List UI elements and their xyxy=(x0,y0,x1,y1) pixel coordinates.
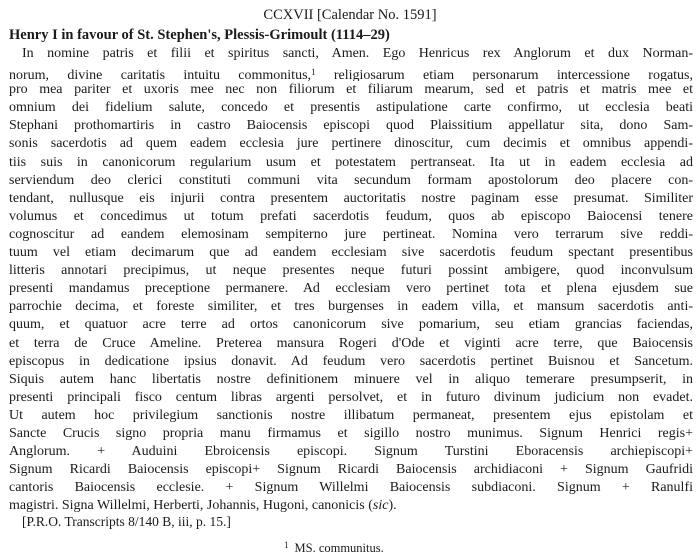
text-line: serviendum deo clerici constituti communi vita secundum formam apostolorum deo placere con- xyxy=(9,172,693,188)
text-line: episcopus in dedicatione ipsius donavit. Ad feudum vero sacerdotis pertinet Buisnou et Sancetum. xyxy=(9,353,693,369)
text-line: Siquis autem hanc libertatis nostre definitionem minuere vel in aliquo temerare presumpserit, in xyxy=(9,371,693,387)
text-line: tendant, nullusque eis injurii contra presentem auctoritatis nostre paginam esse presumat. Similiter xyxy=(9,190,693,206)
footnote-marker: 1 xyxy=(284,540,289,550)
charter-number-heading: CCXVII [Calendar No. 1591] xyxy=(263,7,437,23)
text-line: sonis sacerdotis ad quem eadem ecclesia jure pertinere dinoscitur, cum decimis et omnibus appendi- xyxy=(9,136,693,152)
text-line: cognoscitur ad eandem elemosinam sempiterno jure pertineat. Nomina vero terrarum sive reddi- xyxy=(9,226,693,242)
charter-title: Henry I in favour of St. Stephen's, Plessis-Grimoult (1114–29) xyxy=(9,27,390,43)
text-line: Sancte Crucis signo propria manu firmamus et sigillo nostro munimus. Signum Henrici regis+ xyxy=(9,425,693,441)
text-line: Stephani prothomartiris in castro Baiocensis episcopi quod Plaissitium appellatur sita, dono Sam- xyxy=(9,118,693,134)
footnote-text: MS. communitus. xyxy=(294,541,384,555)
text-line: omnium dei fidelium salute, concedo et presentis astipulatione carte confirmo, ut ecclesia beati xyxy=(9,100,693,116)
text-line: presenti principali fisco centum libras argenti persolvet, et in futuro divinum judicium non evadet. xyxy=(9,389,693,405)
text-line: norum, divine caritatis intuitu commonitus,$^1$ religiosarum etiam personarum intercessione rogatus, xyxy=(9,67,693,82)
text-line: tiis suis in canonicorum regularium usum et potestatem pertranseat. Ita ut in eadem ecclesia ad xyxy=(9,154,693,170)
text-line: In nomine patris et filii et spiritus sancti, Amen. Ego Henricus rex Anglorum et dux Norman- xyxy=(22,46,693,61)
source-citation: [P.R.O. Transcripts 8/140 B, iii, p. 15.] xyxy=(22,514,231,529)
footnote xyxy=(284,537,384,556)
text-line: litteris annotari precipimus, ut neque presentes neque futuri possint ambigere, quod inconvulsum xyxy=(9,263,693,279)
text-line: et terra de Cruce Ameline. Preterea mansura Rogeri d'Ode et viginti acre terre, que Baiocensis xyxy=(9,335,693,351)
charter-body xyxy=(9,45,693,515)
text-line: quum, et quatuor acre terre ad ortos canonicorum sive pomarium, seu etiam grancias faciendas, xyxy=(9,317,693,333)
text-line: volumus et concedimus ut totum prefati sacerdotis feudum, quos ab episcopo Baiocensi tenere xyxy=(9,208,693,224)
text-line: magistri. Signa Willelmi, Herberti, Johannis, Hugoni, canonicis (sic). xyxy=(9,498,397,514)
text-line: Signum Ricardi Baiocensis episcopi+ Signum Ricardi Baiocensis archidiaconi + Signum Gaufridi xyxy=(9,462,693,478)
text-line: pro mea pariter et uxoris mee nec non filiorum et filiarum mearum, sed et patris et matris mee et xyxy=(9,82,693,98)
text-line: Anglorum. + Auduini Ebroicensis episcopi. Signum Turstini Eboracensis archiepiscopi+ xyxy=(9,444,693,460)
text-line: tuum vel etiam decimarum que ad eandem ecclesiam sive sacerdotis feudum spectant presentibus xyxy=(9,245,693,261)
text-line: parrochie decima, et foreste similiter, et tres burgenses in eadem villa, et mansum sacerdotis anti- xyxy=(9,299,693,315)
text-line: cantoris Baiocensis ecclesie. + Signum Willelmi Baiocensis subdiaconi. Signum + Ranulfi xyxy=(9,480,693,496)
text-line: Ut autem hoc privilegium sanctionis nostre illibatum permaneat, presentem ejus epistolam et xyxy=(9,407,693,423)
text-line: presenti mandamus preceptione permanere. Ad ecclesiam vero pertinet tota et plena ejusdem sue xyxy=(9,281,693,297)
